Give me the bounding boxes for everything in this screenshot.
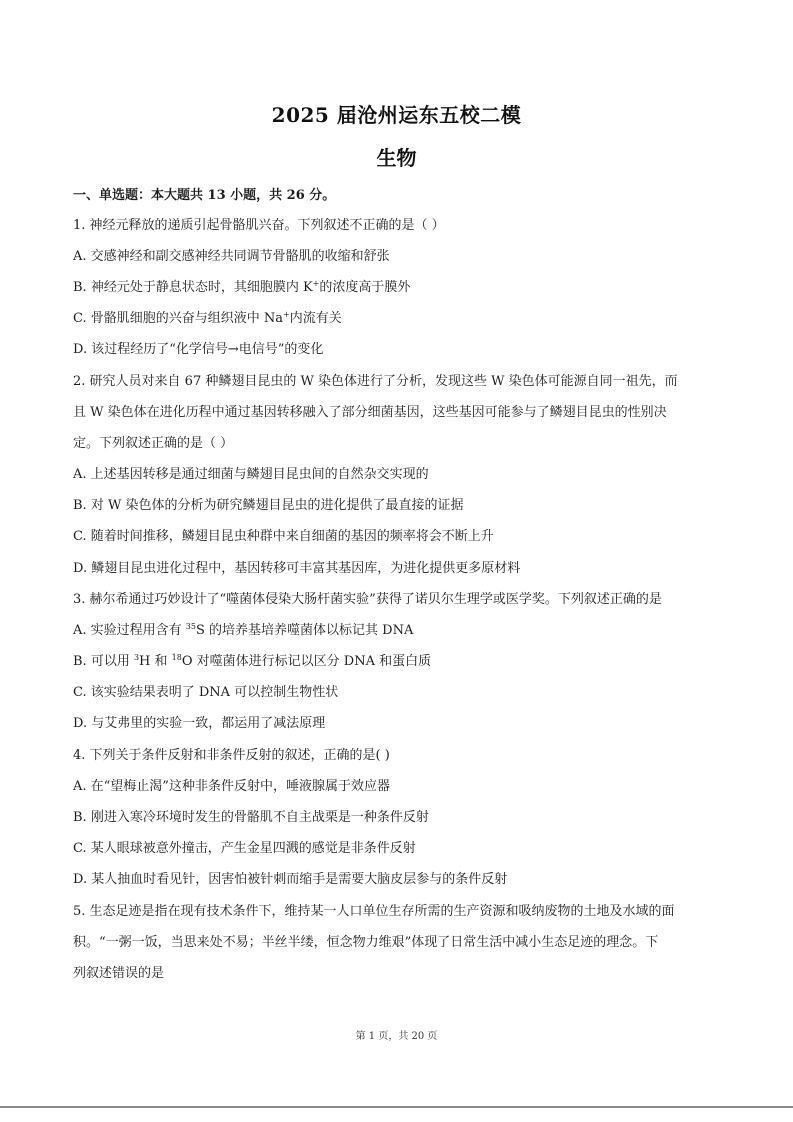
question-5-stem-line-2: 积。“一粥一饭，当思来处不易；半丝半缕，恒念物力维艰”体现了日常生活中减小生态足迹的理念。下 <box>73 935 659 950</box>
question-2-option-c: C. 随着时间推移，鳞翅目昆虫种群中来自细菌的基因的频率将会不断上升 <box>73 529 494 544</box>
section-heading: 一、单选题：本大题共 13 小题，共 26 分。 <box>73 188 336 203</box>
question-1-option-a: A. 交感神经和副交感神经共同调节骨骼肌的收缩和舒张 <box>73 249 390 264</box>
subject-title: 生物 <box>376 146 417 170</box>
question-4-option-b: B. 刚进入寒冷环境时发生的骨骼肌不自主战栗是一种条件反射 <box>73 810 429 825</box>
question-5-stem-line-1: 5. 生态足迹是指在现有技术条件下，维持某一人口单位生存所需的生产资源和吸纳废物的土地及水域的面 <box>73 904 675 919</box>
question-2-option-b: B. 对 W 染色体的分析为研究鳞翅目昆虫的进化提供了最直接的证据 <box>73 498 464 513</box>
question-1-stem: 1. 神经元释放的递质引起骨骼肌兴奋。下列叙述不正确的是（ ） <box>73 218 445 233</box>
page-number: 第 1 页，共 20 页 <box>355 1031 438 1042</box>
question-4-option-c: C. 某人眼球被意外撞击，产生金星四溅的感觉是非条件反射 <box>73 841 416 856</box>
question-2-option-d: D. 鳞翅目昆虫进化过程中，基因转移可丰富其基因库，为进化提供更多原材料 <box>73 561 521 576</box>
question-3-option-a: A. 实验过程用含有 $^{35}$S 的培养基培养噬菌体以标记其 DNA <box>73 622 414 638</box>
question-3-option-b: B. 可以用 $^3$H 和 $^{18}$O 对噬菌体进行标记以区分 DNA 和蛋白质 <box>73 653 432 669</box>
question-1-option-d: D. 该过程经历了“化学信号→电信号”的变化 <box>73 342 324 357</box>
question-4-option-a: A. 在“望梅止渴”这种非条件反射中，唾液腺属于效应器 <box>73 779 390 794</box>
exam-title: 2025 届沧州运东五校二模 <box>271 103 522 127</box>
question-4-stem: 4. 下列关于条件反射和非条件反射的叙述，正确的是( ) <box>73 748 390 763</box>
question-3-option-c: C. 该实验结果表明了 DNA 可以控制生物性状 <box>73 685 339 700</box>
question-3-stem: 3. 赫尔希通过巧妙设计了“噬菌体侵染大肠杆菌实验”获得了诺贝尔生理学或医学奖。下列叙述正确的是 <box>73 592 662 607</box>
question-2-option-a: A. 上述基因转移是通过细菌与鳞翅目昆虫间的自然杂交实现的 <box>73 467 429 482</box>
question-1-option-b: B. 神经元处于静息状态时，其细胞膜内 K+的浓度高于膜外 <box>73 279 411 295</box>
page-bottom-divider <box>0 1106 793 1108</box>
question-1-option-c: C. 骨骼肌细胞的兴奋与组织液中 Na+内流有关 <box>73 310 342 326</box>
question-2-stem-line-1: 2. 研究人员对来自 67 种鳞翅目昆虫的 W 染色体进行了分析，发现这些 W 染色体可能源自同一祖先，而 <box>73 374 678 389</box>
question-2-stem-line-2: 且 W 染色体在进化历程中通过基因转移融入了部分细菌基因，这些基因可能参与了鳞翅目昆虫的性别决 <box>73 405 667 420</box>
question-4-option-d: D. 某人抽血时看见针，因害怕被针刺而缩手是需要大脑皮层参与的条件反射 <box>73 872 508 887</box>
question-2-stem-line-3: 定。下列叙述正确的是（ ） <box>73 436 234 451</box>
question-3-option-d: D. 与艾弗里的实验一致，都运用了减法原理 <box>73 716 326 731</box>
question-5-stem-line-3: 列叙述错误的是 <box>73 966 165 981</box>
